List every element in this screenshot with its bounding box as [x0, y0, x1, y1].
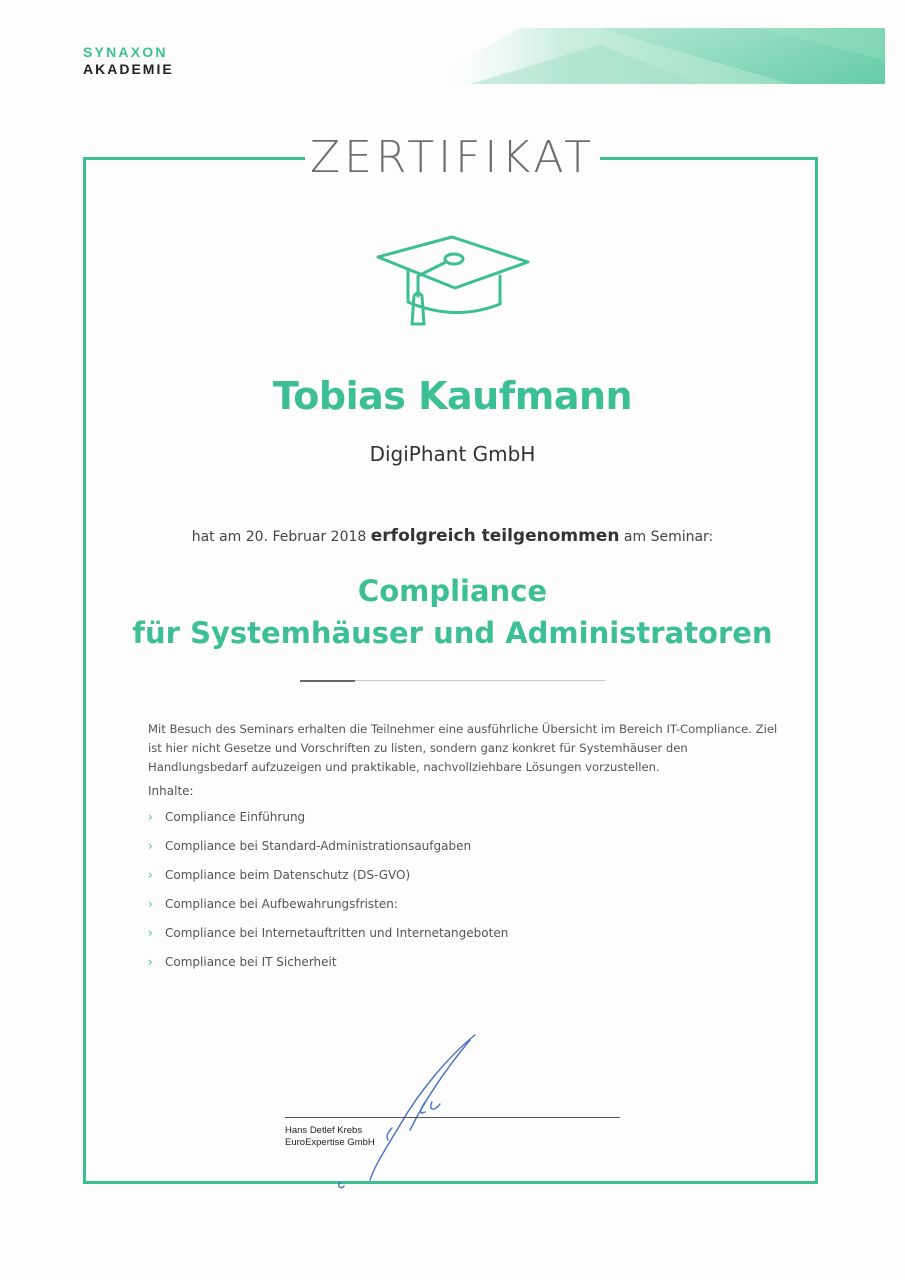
list-item [148, 897, 508, 926]
list-item-label: Compliance beim Datenschutz (DS-GVO) [165, 868, 411, 882]
frame-top-left [83, 157, 305, 160]
signature-line [285, 1117, 620, 1118]
graduation-cap-icon [370, 232, 535, 332]
signatory [285, 1125, 375, 1149]
contents-label: Inhalte: [148, 784, 194, 798]
brand-line-2: AKADEMIE [83, 61, 174, 77]
participation-emphasis: erfolgreich teilgenommen [370, 526, 620, 546]
list-item-label: Compliance bei Aufbewahrungsfristen: [165, 897, 398, 911]
list-item [148, 839, 508, 868]
list-item [148, 810, 508, 839]
handwritten-signature [330, 1030, 490, 1190]
chevron-right-icon: › [148, 839, 153, 853]
signatory-company: EuroExpertise GmbH [285, 1137, 375, 1148]
recipient-name: Tobias Kaufmann [272, 374, 633, 418]
participation-prefix: hat am 20. Februar 2018 [191, 529, 371, 545]
seminar-title-line-1: Compliance [357, 574, 548, 608]
seminar-title [0, 570, 905, 654]
participation-suffix: am Seminar: [619, 529, 714, 545]
list-item-label: Compliance Einführung [165, 810, 306, 824]
recipient-company: DigiPhant GmbH [369, 442, 536, 466]
list-item [148, 868, 508, 897]
brand-logo [83, 44, 174, 78]
certificate-title: ZERTIFIKAT [309, 132, 596, 183]
chevron-right-icon: › [148, 810, 153, 824]
chevron-right-icon: › [148, 926, 153, 940]
participation-statement [0, 526, 905, 546]
chevron-right-icon: › [148, 955, 153, 969]
frame-top-right [600, 157, 818, 160]
list-item [148, 926, 508, 955]
separator-accent [300, 680, 355, 682]
list-item-label: Compliance bei Internetauftritten und Internetangeboten [165, 926, 509, 940]
list-item-label: Compliance bei Standard-Administrationsaufgaben [165, 839, 472, 853]
list-item-label: Compliance bei IT Sicherheit [165, 955, 337, 969]
contents-list [148, 810, 508, 984]
signatory-name: Hans Detlef Krebs [285, 1125, 363, 1136]
chevron-right-icon: › [148, 868, 153, 882]
list-item [148, 955, 508, 984]
chevron-right-icon: › [148, 897, 153, 911]
brand-line-1: SYNAXON [83, 44, 168, 60]
seminar-description: Mit Besuch des Seminars erhalten die Teilnehmer eine ausführliche Übersicht im Bereich IT-Compliance. Ziel ist hier nicht Gesetze und Vorschriften zu listen, sondern ganz konkret für Systemhäuser den Handlungsbedarf aufzuzeigen und praktikable, nachvollziehbare Lösungen vorzustellen. [148, 722, 778, 774]
seminar-title-line-2: für Systemhäuser und Administratoren [132, 616, 773, 650]
